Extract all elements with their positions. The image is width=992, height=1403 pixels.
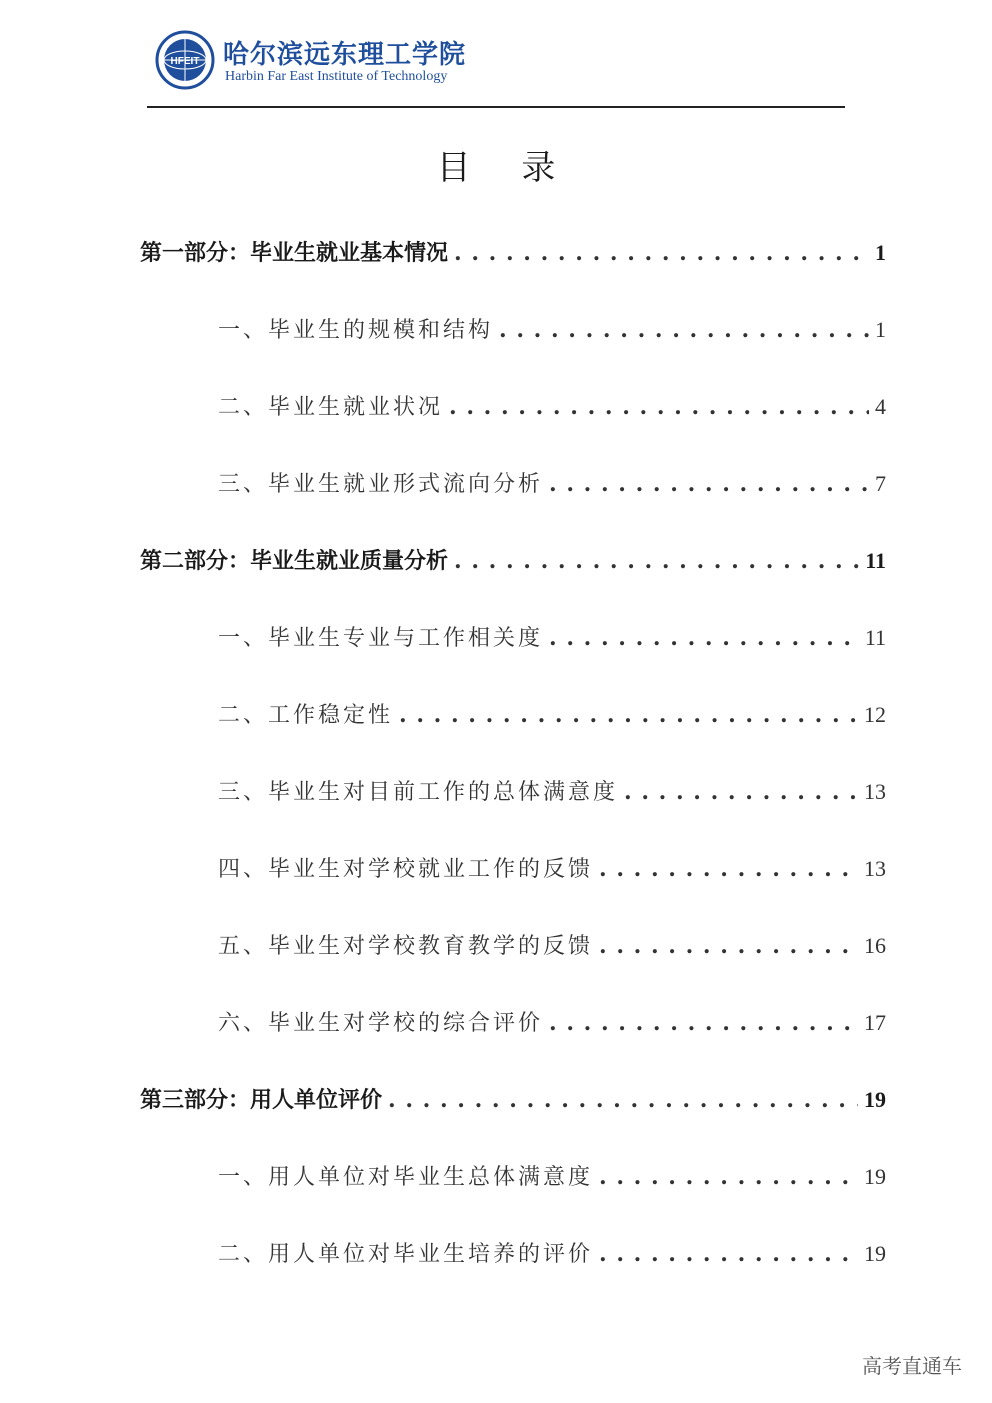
toc-page-number: 7 [875,471,886,496]
toc-page-number: 4 [875,394,886,419]
toc-leader-dots [549,471,869,497]
toc-leader-dots [454,548,859,574]
toc-subsection-entry[interactable] [218,852,886,884]
logo-abbrev: HFEIT [170,56,200,67]
toc-page-number: 11 [864,625,886,650]
toc-page-number: 19 [864,1087,886,1112]
toc-entry-title: 二、用人单位对毕业生培养的评价 [218,1242,594,1267]
toc-leader-dots [599,933,858,959]
toc-page-number: 16 [864,933,886,958]
toc-leader-dots [599,856,858,882]
toc-subsection-entry[interactable] [218,929,886,961]
toc-entry-title: 六、毕业生对学校的综合评价 [218,1011,544,1036]
toc-page-number: 13 [864,856,886,881]
page-title: 目 录 [436,148,576,188]
toc-page-number: 19 [864,1164,886,1189]
toc-entry-title: 第一部分：毕业生就业基本情况 [140,240,449,266]
toc-leader-dots [399,702,858,728]
toc-entry-title: 三、毕业生就业形式流向分析 [218,472,544,497]
toc-leader-dots [388,1087,858,1113]
toc-leader-dots [449,394,869,420]
toc-leader-dots [549,1010,858,1036]
toc-page-number: 12 [864,702,886,727]
toc-page-number: 11 [865,548,886,573]
toc-entry-title: 第三部分：用人单位评价 [140,1087,383,1113]
toc-page-number: 19 [864,1241,886,1266]
watermark-text: 高考直通车 [862,1354,962,1378]
toc-leader-dots [599,1241,858,1267]
toc-subsection-entry[interactable] [218,1160,886,1192]
toc-entry-title: 一、用人单位对毕业生总体满意度 [218,1165,594,1190]
toc-leader-dots [599,1164,858,1190]
toc-subsection-entry[interactable] [218,467,886,499]
toc-leader-dots [454,240,869,266]
toc-entry-title: 一、毕业生的规模和结构 [218,318,494,343]
toc-subsection-entry[interactable] [218,390,886,422]
school-name-cn: 哈尔滨远东理工学院 [223,40,467,70]
toc-section-entry[interactable] [140,544,886,576]
school-name-en: Harbin Far East Institute of Technology [225,69,448,84]
toc-entry-title: 二、工作稳定性 [218,703,394,728]
toc-subsection-entry[interactable] [218,1237,886,1269]
toc-subsection-entry[interactable] [218,775,886,807]
toc-entry-title: 五、毕业生对学校教育教学的反馈 [218,934,594,959]
toc-page-number: 17 [864,1010,886,1035]
toc-entry-title: 三、毕业生对目前工作的总体满意度 [218,780,619,805]
toc-leader-dots [624,779,858,805]
toc-leader-dots [549,625,859,651]
toc-entry-title: 第二部分：毕业生就业质量分析 [140,548,449,574]
toc-subsection-entry[interactable] [218,621,886,653]
toc-subsection-entry[interactable] [218,698,886,730]
toc-page-number: 13 [864,779,886,804]
toc-section-entry[interactable] [140,236,886,268]
toc-subsection-entry[interactable] [218,313,886,345]
toc-page-number: 1 [875,317,886,342]
toc-subsection-entry[interactable] [218,1006,886,1038]
toc-page-number: 1 [875,240,886,265]
toc-entry-title: 四、毕业生对学校就业工作的反馈 [218,857,594,882]
toc-entry-title: 一、毕业生专业与工作相关度 [218,626,544,651]
toc-leader-dots [499,317,869,343]
toc-entry-title: 二、毕业生就业状况 [218,395,444,420]
toc-section-entry[interactable] [140,1083,886,1115]
